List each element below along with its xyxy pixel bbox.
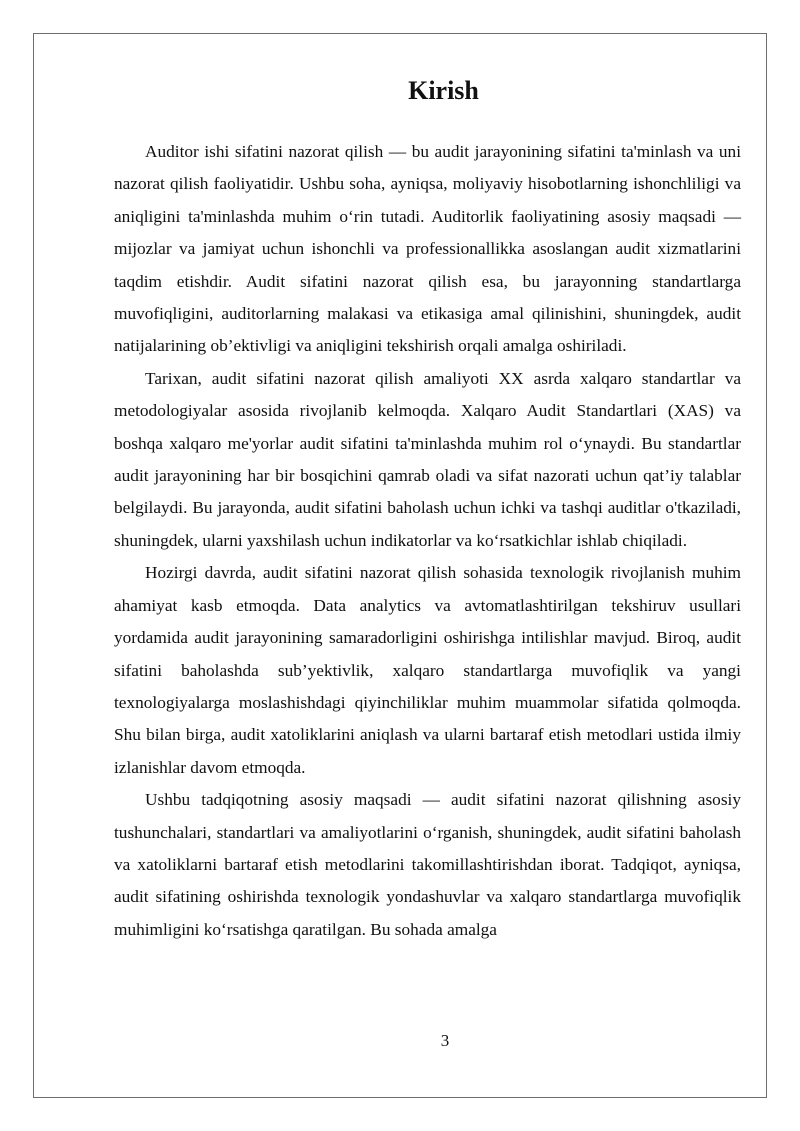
paragraph-4: Ushbu tadqiqotning asosiy maqsadi — audit sifatini nazorat qilishning asosiy tushunchalari, standartlari va amaliyotlarini o‘rganish, shuningdek, audit sifatini baholash va xatoliklarni bartaraf etish metodlarini takomillashtirishdan iborat. Tadqiqot, ayniqsa, audit sifatining oshirishda texnologik yondashuvlar va xalqaro standartlarga muvofiqlik muhimligini ko‘rsatishga qaratilgan. Bu sohada amalga [114,790,741,939]
paragraph-3: Hozirgi davrda, audit sifatini nazorat qilish sohasida texnologik rivojlanish muhim ahamiyat kasb etmoqda. Data analytics va avtomatlashtirilgan tekshiruv usullari yordamida audit jarayonining samaradorligini oshirishga intilishlar mavjud. Biroq, audit sifatini baholashda sub’yektivlik, xalqaro standartlarga muvofiqlik va yangi texnologiyalarga moslashishdagi qiyinchiliklar muhim muammolar sifatida qolmoqda. Shu bilan birga, audit xatoliklarini aniqlash va ularni bartaraf etish metodlari ustida ilmiy izlanishlar davom etmoqda. [114,563,741,777]
document-body [114,74,741,946]
paragraph-1: Auditor ishi sifatini nazorat qilish — bu audit jarayonining sifatini ta'minlash va uni nazorat qilish faoliyatidir. Ushbu soha, ayniqsa, moliyaviy hisobotlarning ishonchliligi va aniqligini ta'minlashda muhim o‘rin tutadi. Auditorlik faoliyatining asosiy maqsadi — mijozlar va jamiyat uchun ishonchli va professionallikka asoslangan audit xizmatlarini taqdim etishdir. Audit sifatini nazorat qilish esa, bu jarayonning standartlarga muvofiqligini, auditorlarning malakasi va etikasiga amal qilinishini, shuningdek, audit natijalarining ob’ektivligi va aniqligini tekshirish orqali amalga oshiriladi. [114,142,741,356]
page-number: 3 [440,1031,450,1050]
document-title: Kirish [408,76,479,105]
paragraph-2: Tarixan, audit sifatini nazorat qilish amaliyoti XX asrda xalqaro standartlar va metodologiyalar asosida rivojlanib kelmoqda. Xalqaro Audit Standartlari (XAS) va boshqa xalqaro me'yorlar audit sifatini ta'minlashda muhim rol o‘ynaydi. Bu standartlar audit jarayonining har bir bosqichini qamrab oladi va sifat nazorati uchun qat’iy talablar belgilaydi. Bu jarayonda, audit sifatini baholash uchun ichki va tashqi auditlar o'tkaziladi, shuningdek, ularni yaxshilash uchun indikatorlar va ko‘rsatkichlar ishlab chiqiladi. [114,368,741,550]
